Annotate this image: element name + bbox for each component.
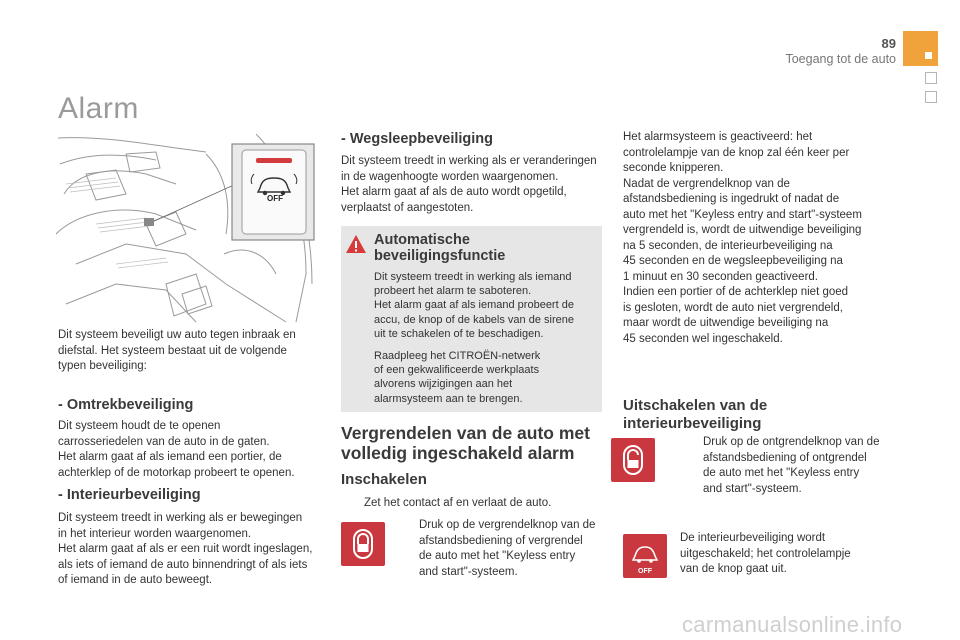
- off-label: OFF: [638, 568, 652, 575]
- omtrek-heading: - Omtrekbeveiliging: [58, 397, 194, 413]
- section-name: Toegang tot de auto: [785, 52, 896, 66]
- omtrek-text: Dit systeem houdt de te openen carrosseriedelen van de auto in de gaten. Het alarm gaat af als iemand een portier, de achterklep of de motorkap probeert te openen.: [58, 420, 295, 479]
- page-number: 89: [881, 36, 896, 51]
- inschakelen-heading: Inschakelen: [341, 471, 427, 488]
- unlock-icon: [611, 438, 655, 482]
- chapter-tab-active[interactable]: [903, 31, 938, 66]
- inschakelen-step-1: Zet het contact af en verlaat de auto.: [364, 497, 552, 509]
- callout-title: Automatische beveiligingsfunctie: [374, 232, 506, 264]
- watermark: carmanualsonline.info: [682, 612, 903, 637]
- wegsleep-heading: - Wegsleepbeveiliging: [341, 131, 494, 147]
- wegsleep-text: Dit systeem treedt in werking als er veranderingen in de wagenhoogte worden waargenomen. Het alarm gaat af als de auto wordt opgetild, verplaatst of aangestoten.: [341, 155, 597, 214]
- chapter-tab[interactable]: [925, 91, 937, 103]
- uitschakelen-heading: Uitschakelen van de interieurbeveiliging: [623, 397, 768, 432]
- unlock-button-illustration: [611, 438, 655, 482]
- chapter-tab[interactable]: [925, 72, 937, 84]
- uitschakelen-note: De interieurbeveiliging wordt uitgeschakeld; het controlelampje van de knop gaat uit.: [680, 532, 851, 575]
- interieur-text: Dit systeem treedt in werking als er bewegingen in het interieur worden waargenomen. Het alarm gaat af als er een ruit wordt ingeslagen, als iets of iemand de auto binnendringt of als iets of iemand in de auto beweegt.: [58, 512, 313, 586]
- inschakelen-step-2: Druk op de vergrendelknop van de afstandsbediening of vergrendel de auto met het "Keyless entry and start"-systeem.: [419, 519, 596, 578]
- off-label: OFF: [267, 194, 283, 203]
- uitschakelen-step: Druk op de ontgrendelknop van de afstandsbediening of ontgrendel de auto met het "Keyless entry and start"-systeem.: [703, 436, 880, 495]
- warning-icon: [345, 234, 367, 254]
- activation-text: Het alarmsysteem is geactiveerd: het controlelampje van de knop zal één keer per seconde knipperen. Nadat de vergrendelknop van de afstandsbediening is ingedrukt of nadat de auto met het "Keyless entry and start"-systeem vergrendeld is, wordt de uitwendige beveiliging na 5 seconden, de interieurbeveiliging na 45 seconden en de wegsleepbeveiliging na 1 minuut en 30 seconden geactiveerd. Indien een portier of de achterklep niet goed is gesloten, wordt de auto niet vergrendeld, maar wordt de uitwendige beveiliging na 45 seconden wel ingeschakeld.: [623, 131, 862, 345]
- page-title: Alarm: [58, 92, 139, 125]
- callout-text-1: Dit systeem treedt in werking als iemand probeert het alarm te saboteren. Het alarm gaat af als iemand probeert de accu, de knop of de kabels van de sirene uit te schakelen of te beschadigen.: [374, 271, 574, 340]
- tab-marker-icon: [925, 52, 932, 59]
- lock-button-illustration: [341, 522, 385, 566]
- vergrendelen-heading: Vergrendelen van de auto met volledig ingeschakeld alarm: [341, 423, 590, 463]
- interieur-heading: - Interieurbeveiliging: [58, 487, 201, 503]
- lock-icon: [341, 522, 385, 566]
- dashboard-illustration: [56, 134, 320, 324]
- intro-text: Dit systeem beveiligt uw auto tegen inbraak en diefstal. Het systeem bestaat uit de volgende typen beveiliging:: [58, 329, 296, 372]
- callout-text-2: Raadpleeg het CITROËN-netwerk of een gekwalificeerde werkplaats alvorens wijzigingen aan het alarmsysteem aan te brengen.: [374, 350, 541, 405]
